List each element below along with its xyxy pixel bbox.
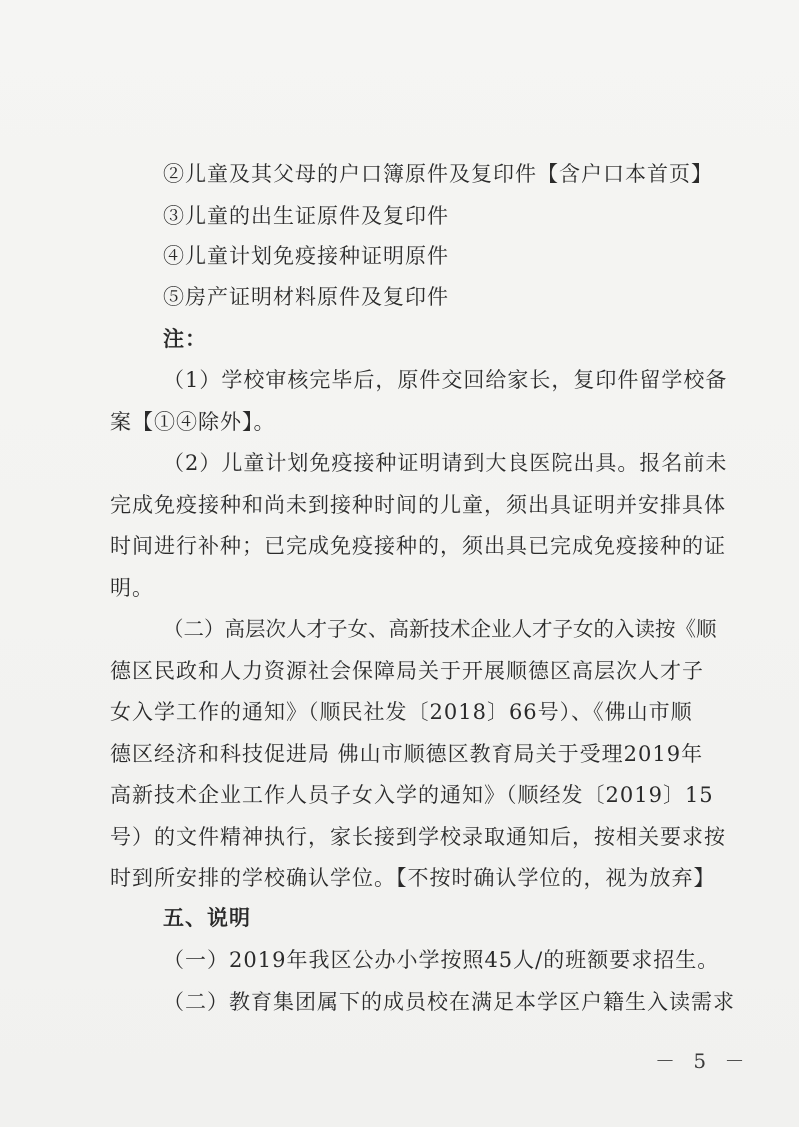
note-heading: 注： <box>163 326 207 351</box>
section2-line-2: 德区民政和人力资源社会保障局关于开展顺德区高层次人才子 <box>110 659 704 683</box>
material-item-4: ④儿童计划免疫接种证明原件 <box>163 244 449 268</box>
note1-line-2: 案【①④除外】。 <box>110 410 276 434</box>
note2-line-4: 明。 <box>110 576 154 600</box>
note2-line-1: （2）儿童计划免疫接种证明请到大良医院出具。报名前未 <box>163 451 728 475</box>
section2-line-6: 号）的文件精神执行，家长接到学校录取通知后，按相关要求按 <box>110 825 726 849</box>
note2-line-3: 时间进行补种；已完成免疫接种的，须出具已完成免疫接种的证 <box>110 534 726 558</box>
note2-line-2: 完成免疫接种和尚未到接种时间的儿童，须出具证明并安排具体 <box>110 493 726 517</box>
section2-line-4: 德区经济和科技促进局 佛山市顺德区教育局关于受理2019年 <box>110 742 704 766</box>
page-number: － 5 － <box>655 1049 751 1073</box>
material-item-2: ②儿童及其父母的户口簿原件及复印件【含户口本首页】 <box>163 162 713 186</box>
section2-line-1: （二）高层次人才子女、高新技术企业人才子女的入读按《顺 <box>163 617 717 641</box>
explain-line-1: （一）2019年我区公办小学按照45人/的班额要求招生。 <box>163 948 720 972</box>
material-item-3: ③儿童的出生证原件及复印件 <box>163 204 449 228</box>
note1-line-1: （1）学校审核完毕后，原件交回给家长，复印件留学校备 <box>163 368 728 392</box>
section2-line-3: 女入学工作的通知》（顺民社发〔2018〕66号）、《佛山市顺 <box>110 700 693 724</box>
material-item-5: ⑤房产证明材料原件及复印件 <box>163 285 449 309</box>
heading-5: 五、说明 <box>163 905 251 930</box>
section2-line-7: 时到所安排的学校确认学位。【不按时确认学位的，视为放弃】 <box>110 866 716 890</box>
section2-line-5: 高新技术企业工作人员子女入学的通知》（顺经发〔2019〕15 <box>110 783 714 807</box>
explain-line-2: （二）教育集团属下的成员校在满足本学区户籍生入读需求 <box>163 990 735 1014</box>
